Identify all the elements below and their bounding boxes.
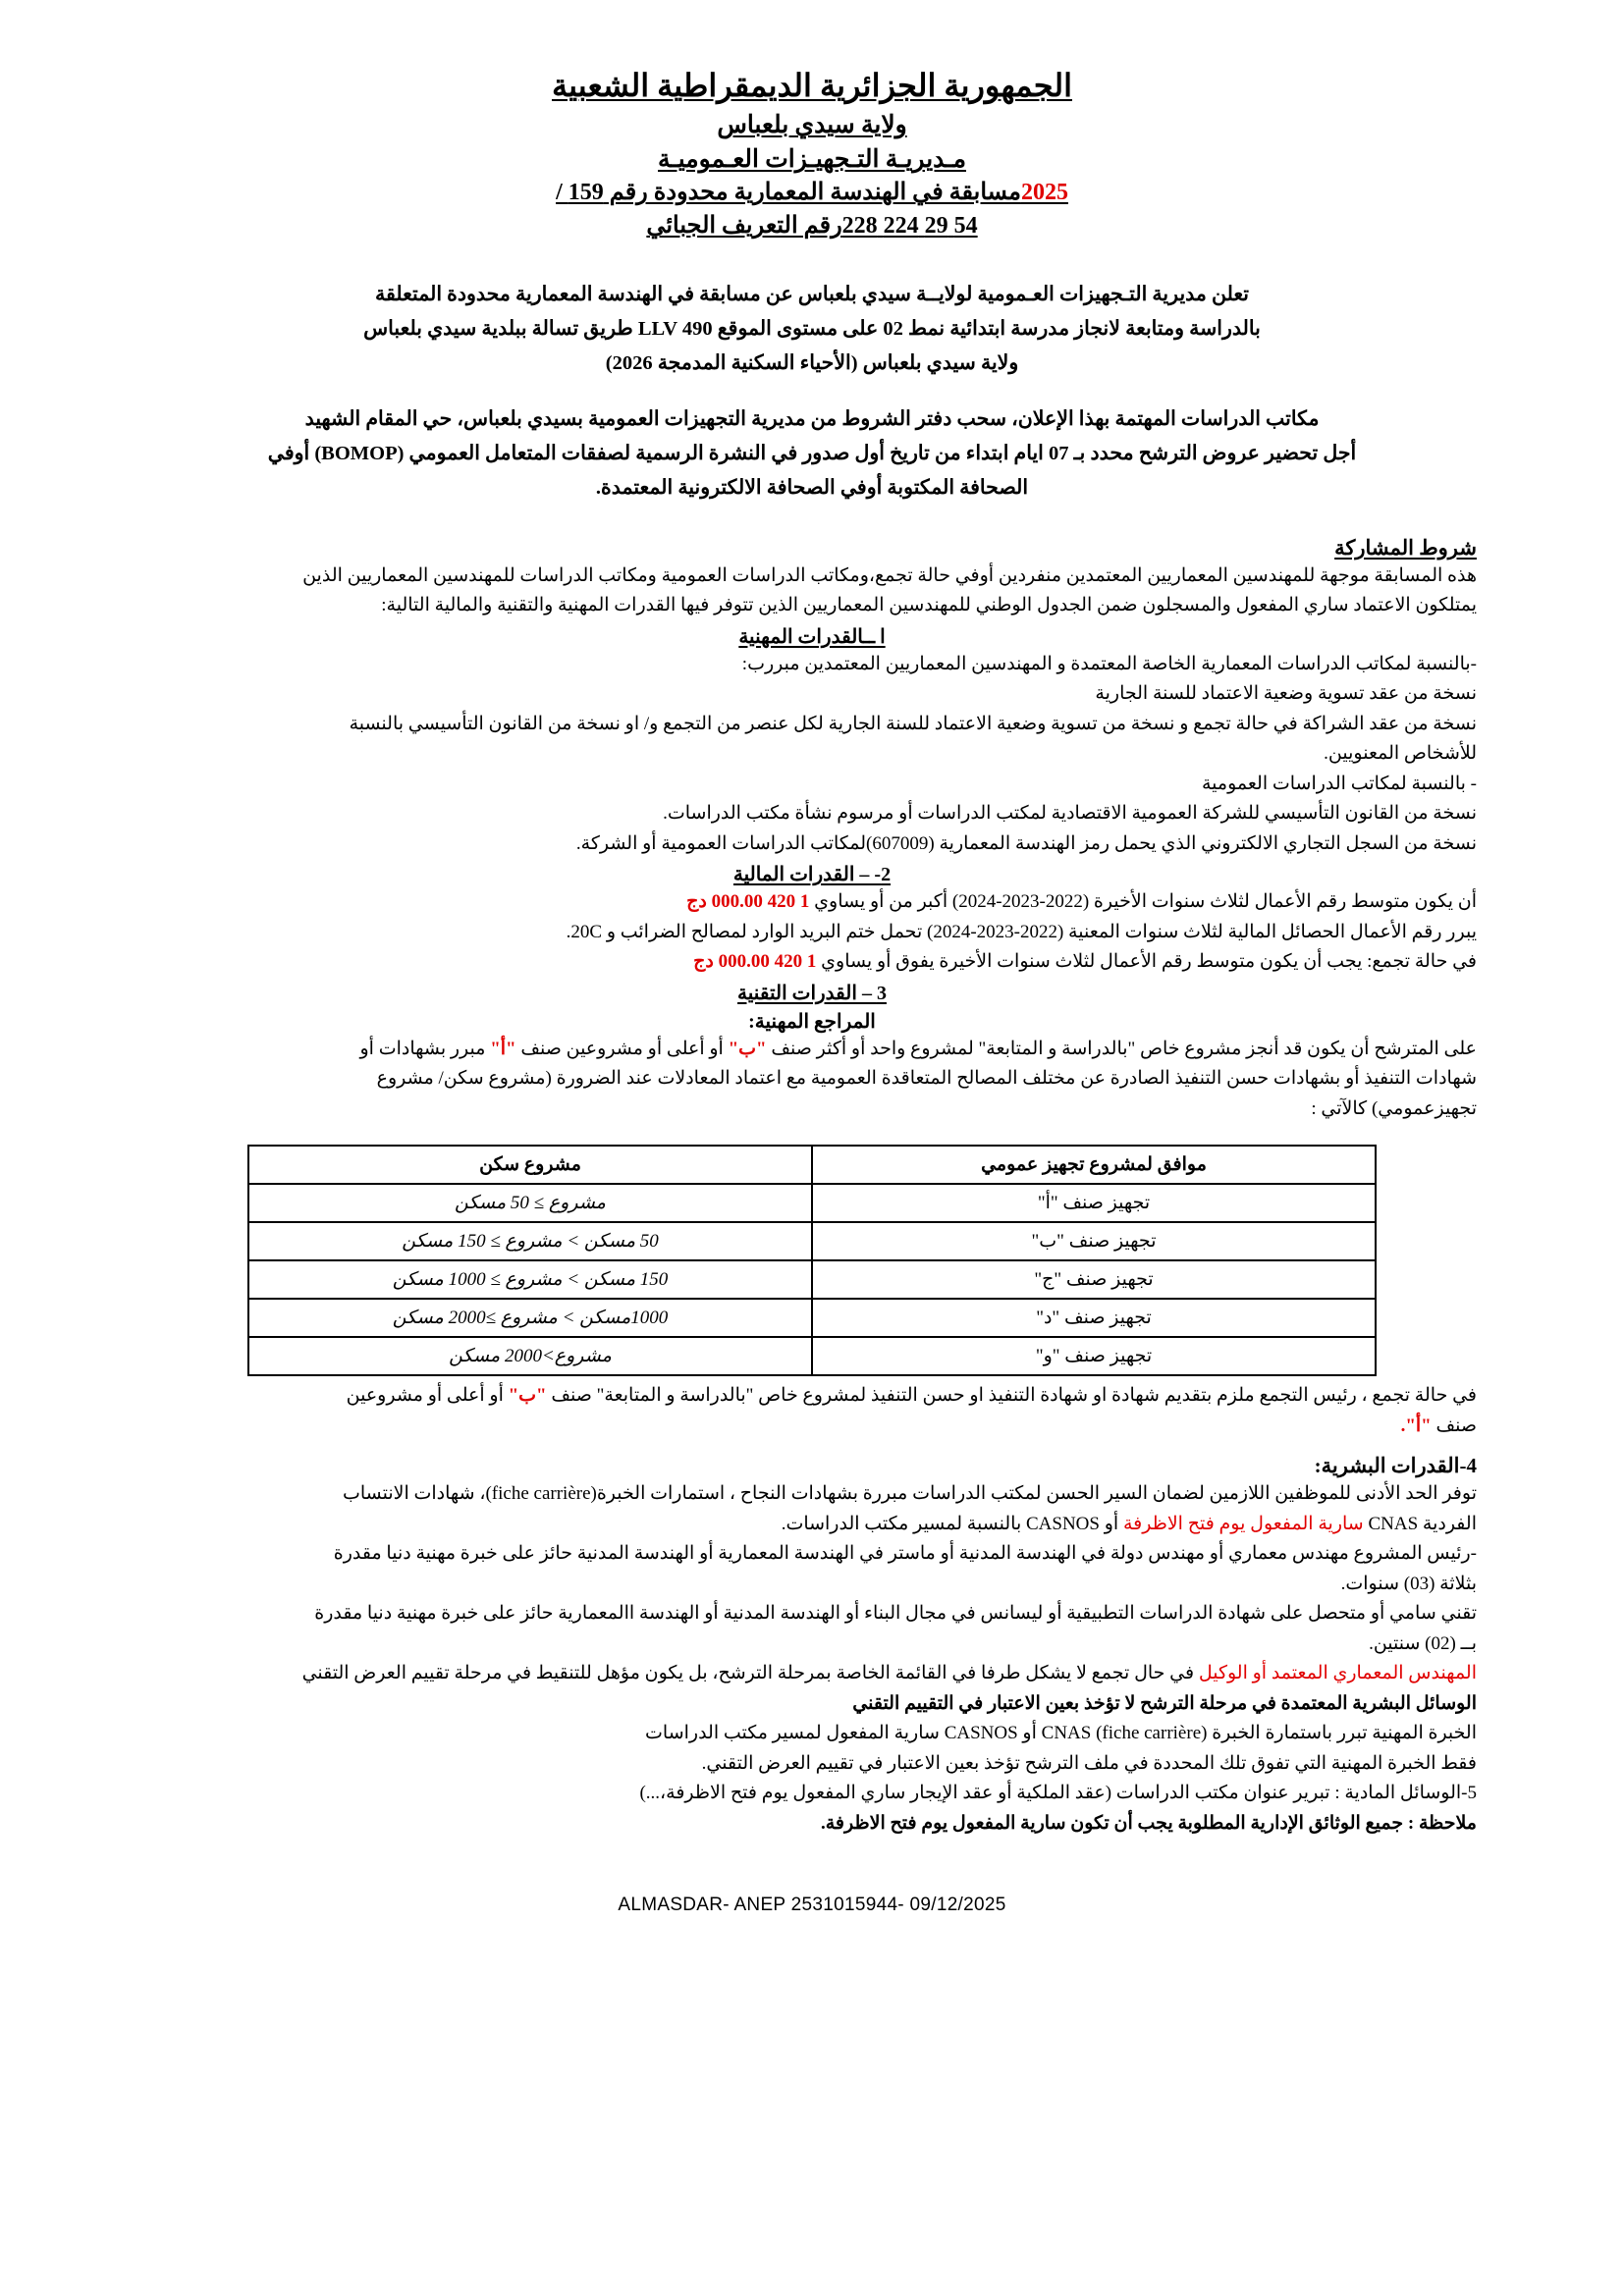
intro-block: [147, 280, 1477, 379]
technical-line-3: تجهيزعمومي) كالآتي :: [1311, 1097, 1477, 1119]
human-line-10: فقط الخبرة المهنية التي تفوق تلك المحددة في ملف الترشح تؤخذ بعين الاعتبار في تقييم العرض التقني.: [701, 1752, 1477, 1774]
technical-heading: [147, 981, 1477, 1005]
table-cell-equipment: تجهيز صنف "ج": [812, 1260, 1376, 1299]
header-directorate: [147, 143, 1477, 176]
table-cell-housing: مشروع ≥ 50 مسكن: [248, 1184, 812, 1222]
human-line-5: تقني سامي أو متحصل على شهادة الدراسات التطبيقية أو ليسانس في مجال البناء أو الهندسة المدنية أو الهندسة االمعمارية حائز على خبرة مهنية دنيا مقدرة: [314, 1603, 1477, 1625]
professional-line-6: نسخة من القانون التأسيسي للشركة العمومية الاقتصادية لمكتب الدراسات أو مرسوم نشأة مكتب الدراسات.: [663, 803, 1477, 825]
participation-heading: [147, 536, 1477, 561]
technical-class-b: "ب": [728, 1038, 767, 1059]
header-wilaya-text: ولاية سيدي بلعباس: [717, 112, 907, 139]
table-cell-housing: مشروع>2000 مسكن: [248, 1337, 812, 1375]
table-row: [248, 1184, 1376, 1222]
table-cell-housing: 50 مسكن > مشروع ≥ 150 مسكن: [248, 1222, 812, 1260]
financial-line-1-prefix: أن يكون متوسط رقم الأعمال لثلاث سنوات الأخيرة (2022-2023-2024) أكبر من أو يساوي: [809, 891, 1477, 913]
professional-line-1: -بالنسبة لمكاتب الدراسات المعمارية الخاصة المعتمدة و المهندسين المعماريين المعتمدين مبررب:: [741, 653, 1477, 674]
technical-line-1-a: على المترشح أن يكون قد أنجز مشروع خاص "بالدراسة و المتابعة" لمشروع واحد أو أكثر صنف: [766, 1038, 1477, 1059]
human-line-4: بثلاثة (03) سنوات.: [1340, 1573, 1477, 1594]
after-table-class-b: "ب": [508, 1385, 547, 1407]
table-cell-equipment: تجهيز صنف "ب": [812, 1222, 1376, 1260]
header-wilaya: [147, 109, 1477, 141]
competition-label: مسابقة في الهندسة المعمارية محدودة رقم 159 /: [556, 180, 1021, 206]
professional-line-2: نسخة من عقد تسوية وضعية الاعتماد للسنة الجارية: [1095, 683, 1477, 705]
table-row: [248, 1222, 1376, 1260]
technical-line-2: شهادات التنفيذ أو بشهادات حسن التنفيذ الصادرة عن مختلف المصالح المتعاقدة العمومية مع اعتماد المعادلات عند الضرورة (مشروع سكن/ مشروع: [376, 1068, 1477, 1090]
table-header-equipment: موافق لمشروع تجهيز عمومي: [812, 1146, 1376, 1184]
after-table-line-1-c: أو أعلى أو مشروعين: [346, 1385, 509, 1407]
technical-class-a: "أ": [490, 1038, 516, 1059]
financial-heading: [147, 862, 1477, 886]
after-table-class-a: "أ".: [1400, 1415, 1432, 1436]
human-line-1: توفر الحد الأدنى للموظفين اللازمين لضمان السير الحسن لمكتب الدراسات مبررة بشهادات النجاح ، استمارات الخبرة(fiche carrière)، شهادات الانتساب: [342, 1483, 1477, 1505]
financial-amount-1: 1 420 000.00: [711, 891, 810, 913]
human-line-7-highlight: المهندس المعماري المعتمد أو الوكيل: [1198, 1663, 1477, 1684]
table-cell-equipment: تجهيز صنف "د": [812, 1299, 1376, 1337]
human-line-6: بــ (02) سنتين.: [1369, 1632, 1477, 1654]
intro-line-1: تعلن مديرية التـجهيزات العـمومية لولايــة سيدي بلعباس عن مسابقة في الهندسة المعمارية محدودة المتعلقة: [375, 283, 1249, 305]
table-header-housing: مشروع سكن: [248, 1146, 812, 1184]
footer-text: ALMASDAR- ANEP 2531015944- 09/12/2025: [618, 1895, 1006, 1916]
human-line-3: -رئيس المشروع مهندس معماري أو مهندس دولة في الهندسة المدنية أو ماستر في الهندسة المعمارية أو الهندسة المدنية حائز على خبرة مهنية دنيا مقدرة: [333, 1543, 1477, 1565]
human-line-7: [147, 1660, 1477, 1688]
header-republic: [147, 65, 1477, 106]
professional-line-7: نسخة من السجل التجاري الالكتروني الذي يحمل رمز الهندسة المعمارية (607009)لمكاتب الدراسات العمومية أو الشركة.: [575, 832, 1477, 854]
header-tax-id: [147, 211, 1477, 242]
professional-heading: [147, 624, 1477, 649]
technical-line-1-c: أو أعلى أو مشروعين صنف: [515, 1038, 729, 1059]
table-cell-housing: 1000مسكن > مشروع ≥2000 مسكن: [248, 1299, 812, 1337]
human-line-9: الخبرة المهنية تبرر باستمارة الخبرة (fiche carrière) CNAS أو CASNOS سارية المفعول لمسير مكتب الدراسات: [645, 1723, 1477, 1744]
notice-line-2: أجل تحضير عروض الترشح محدد بـ 07 ايام ابتداء من تاريخ أول صدور في النشرة الرسمية لصفقات المتعامل العمومي (BOMOP) أوفي: [267, 443, 1357, 465]
human-heading: [147, 1454, 1477, 1478]
notice-line-1: مكاتب الدراسات المهتمة بهذا الإعلان، سحب دفتر الشروط من مديرية التجهيزات العمومية بسيدي بلعباس، حي المقام الشهيد: [304, 408, 1320, 431]
table-row: [248, 1299, 1376, 1337]
participation-title-text: شروط المشاركة: [1334, 535, 1477, 560]
human-line-2-highlight: سارية المفعول يوم فتح الاظرفة: [1122, 1513, 1364, 1534]
notice-block: [147, 404, 1477, 504]
after-table-line-2: [147, 1413, 1477, 1441]
header-directorate-text: مـديريـة التـجهيـزات العـموميـة: [658, 146, 966, 174]
references-table: [247, 1145, 1377, 1376]
professional-title-text: ا ــالقدرات المهنية: [738, 625, 886, 648]
human-line-2: [147, 1511, 1477, 1539]
competition-year: 2025: [1020, 180, 1068, 206]
human-title-text: 4-القدرات البشرية:: [1314, 1454, 1477, 1478]
human-line-2-a: الفردية CNAS: [1363, 1513, 1477, 1534]
financial-title-text: 2- – القدرات المالية: [732, 864, 892, 886]
professional-line-5: - بالنسبة لمكاتب الدراسات العمومية: [1201, 773, 1477, 794]
financial-currency-1: دج: [686, 891, 712, 913]
participation-line-1: هذه المسابقة موجهة للمهندسين المعماريين المعتمدين منفردين أوفي حالة تجمع،ومكاتب الدراسات العمومية ومكاتب الدراسات للمهندسين المعماريين الذين: [302, 564, 1477, 586]
tax-id-label: رقم التعريف الجبائي: [646, 212, 842, 239]
header-competition-title: [147, 178, 1477, 209]
professional-line-4: للأشخاص المعنويين.: [1324, 743, 1477, 765]
table-cell-housing: 150 مسكن > مشروع ≥ 1000 مسكن: [248, 1260, 812, 1299]
financial-line-2: يبرر رقم الأعمال الحصائل المالية لثلاث سنوات المعنية (2022-2023-2024) تحمل ختم البريد الوارد لمصالح الضرائب و 20C.: [566, 921, 1477, 942]
table-cell-equipment: تجهيز صنف "و": [812, 1337, 1376, 1375]
financial-currency-2: دج: [693, 951, 719, 973]
human-line-2-b: أو CASNOS بالنسبة لمسير مكتب الدراسات.: [781, 1513, 1123, 1534]
table-row: [248, 1260, 1376, 1299]
human-line-7-b: في حال تجمع لا يشكل طرفا في القائمة الخاصة بمرحلة الترشح، بل يكون مؤهل للتنقيط في مرحلة تقييم العرض التقني: [301, 1663, 1199, 1684]
technical-line-1: [147, 1036, 1477, 1064]
participation-line-2: يمتلكون الاعتماد ساري المفعول والمسجلون ضمن الجدول الوطني للمهندسين المعماريين الذين تتوفر فيها القدرات المهنية والتقنية والمالية التالية:: [381, 595, 1477, 616]
table-header-row: [248, 1146, 1376, 1184]
financial-line-3-prefix: في حالة تجمع: يجب أن يكون متوسط رقم الأعمال لثلاث سنوات الأخيرة يفوق أو يساوي: [816, 951, 1477, 973]
document-footer: [147, 1895, 1477, 1916]
financial-line-3: [147, 948, 1477, 977]
financial-line-1: [147, 888, 1477, 917]
document-header: [147, 65, 1477, 242]
tax-id-value: 54 29 224 228: [841, 212, 978, 239]
technical-title-text: 3 – القدرات التقنية: [737, 982, 887, 1004]
references-table-wrapper: [147, 1145, 1477, 1376]
financial-amount-2: 1 420 000.00: [718, 951, 817, 973]
intro-line-3: ولاية سيدي بلعباس (الأحياء السكنية المدمجة 2026): [605, 351, 1019, 374]
header-republic-text: الجمهورية الجزائرية الديمقراطية الشعبية: [551, 68, 1072, 103]
table-row: [248, 1337, 1376, 1375]
material-line-1: 5-الوسائل المادية : تبرير عنوان مكتب الدراسات (عقد الملكية أو عقد الإيجار ساري المفعول يوم فتح الاظرفة،...): [639, 1783, 1477, 1804]
professional-line-3: نسخة من عقد الشراكة في حالة تجمع و نسخة من تسوية وضعية الاعتماد للسنة الجارية لكل عنصر من التجمع و/ او نسخة من القانون التأسيسي بالنسبة: [349, 713, 1477, 734]
technical-subtitle-text: المراجع المهنية:: [748, 1010, 876, 1033]
intro-line-2: بالدراسة ومتابعة لانجاز مدرسة ابتدائية نمط 02 على مستوى الموقع LLV 490 طريق تسالة ببلدية سيدي بلعباس: [363, 317, 1261, 340]
human-line-8: الوسائل البشرية المعتمدة في مرحلة الترشح لا تؤخذ بعين الاعتبار في التقييم التقني: [852, 1692, 1477, 1714]
technical-line-1-e: مبرر بشهادات أو: [359, 1038, 491, 1059]
material-line-2: ملاحظة : جميع الوثائق الإدارية المطلوبة يجب أن تكون سارية المفعول يوم فتح الاظرفة.: [821, 1812, 1477, 1834]
table-cell-equipment: تجهيز صنف "أ": [812, 1184, 1376, 1222]
after-table-line-1-a: في حالة تجمع ، رئيس التجمع ملزم بتقديم شهادة او شهادة التنفيذ او حسن التنفيذ لمشروع خاص "بالدراسة و المتابعة" صنف: [546, 1385, 1477, 1407]
technical-subheading: [147, 1009, 1477, 1034]
after-table-line-2-a: صنف: [1431, 1415, 1477, 1436]
after-table-line-1: [147, 1382, 1477, 1411]
notice-line-3: الصحافة المكتوبة أوفي الصحافة الالكترونية المعتمدة.: [595, 477, 1029, 500]
